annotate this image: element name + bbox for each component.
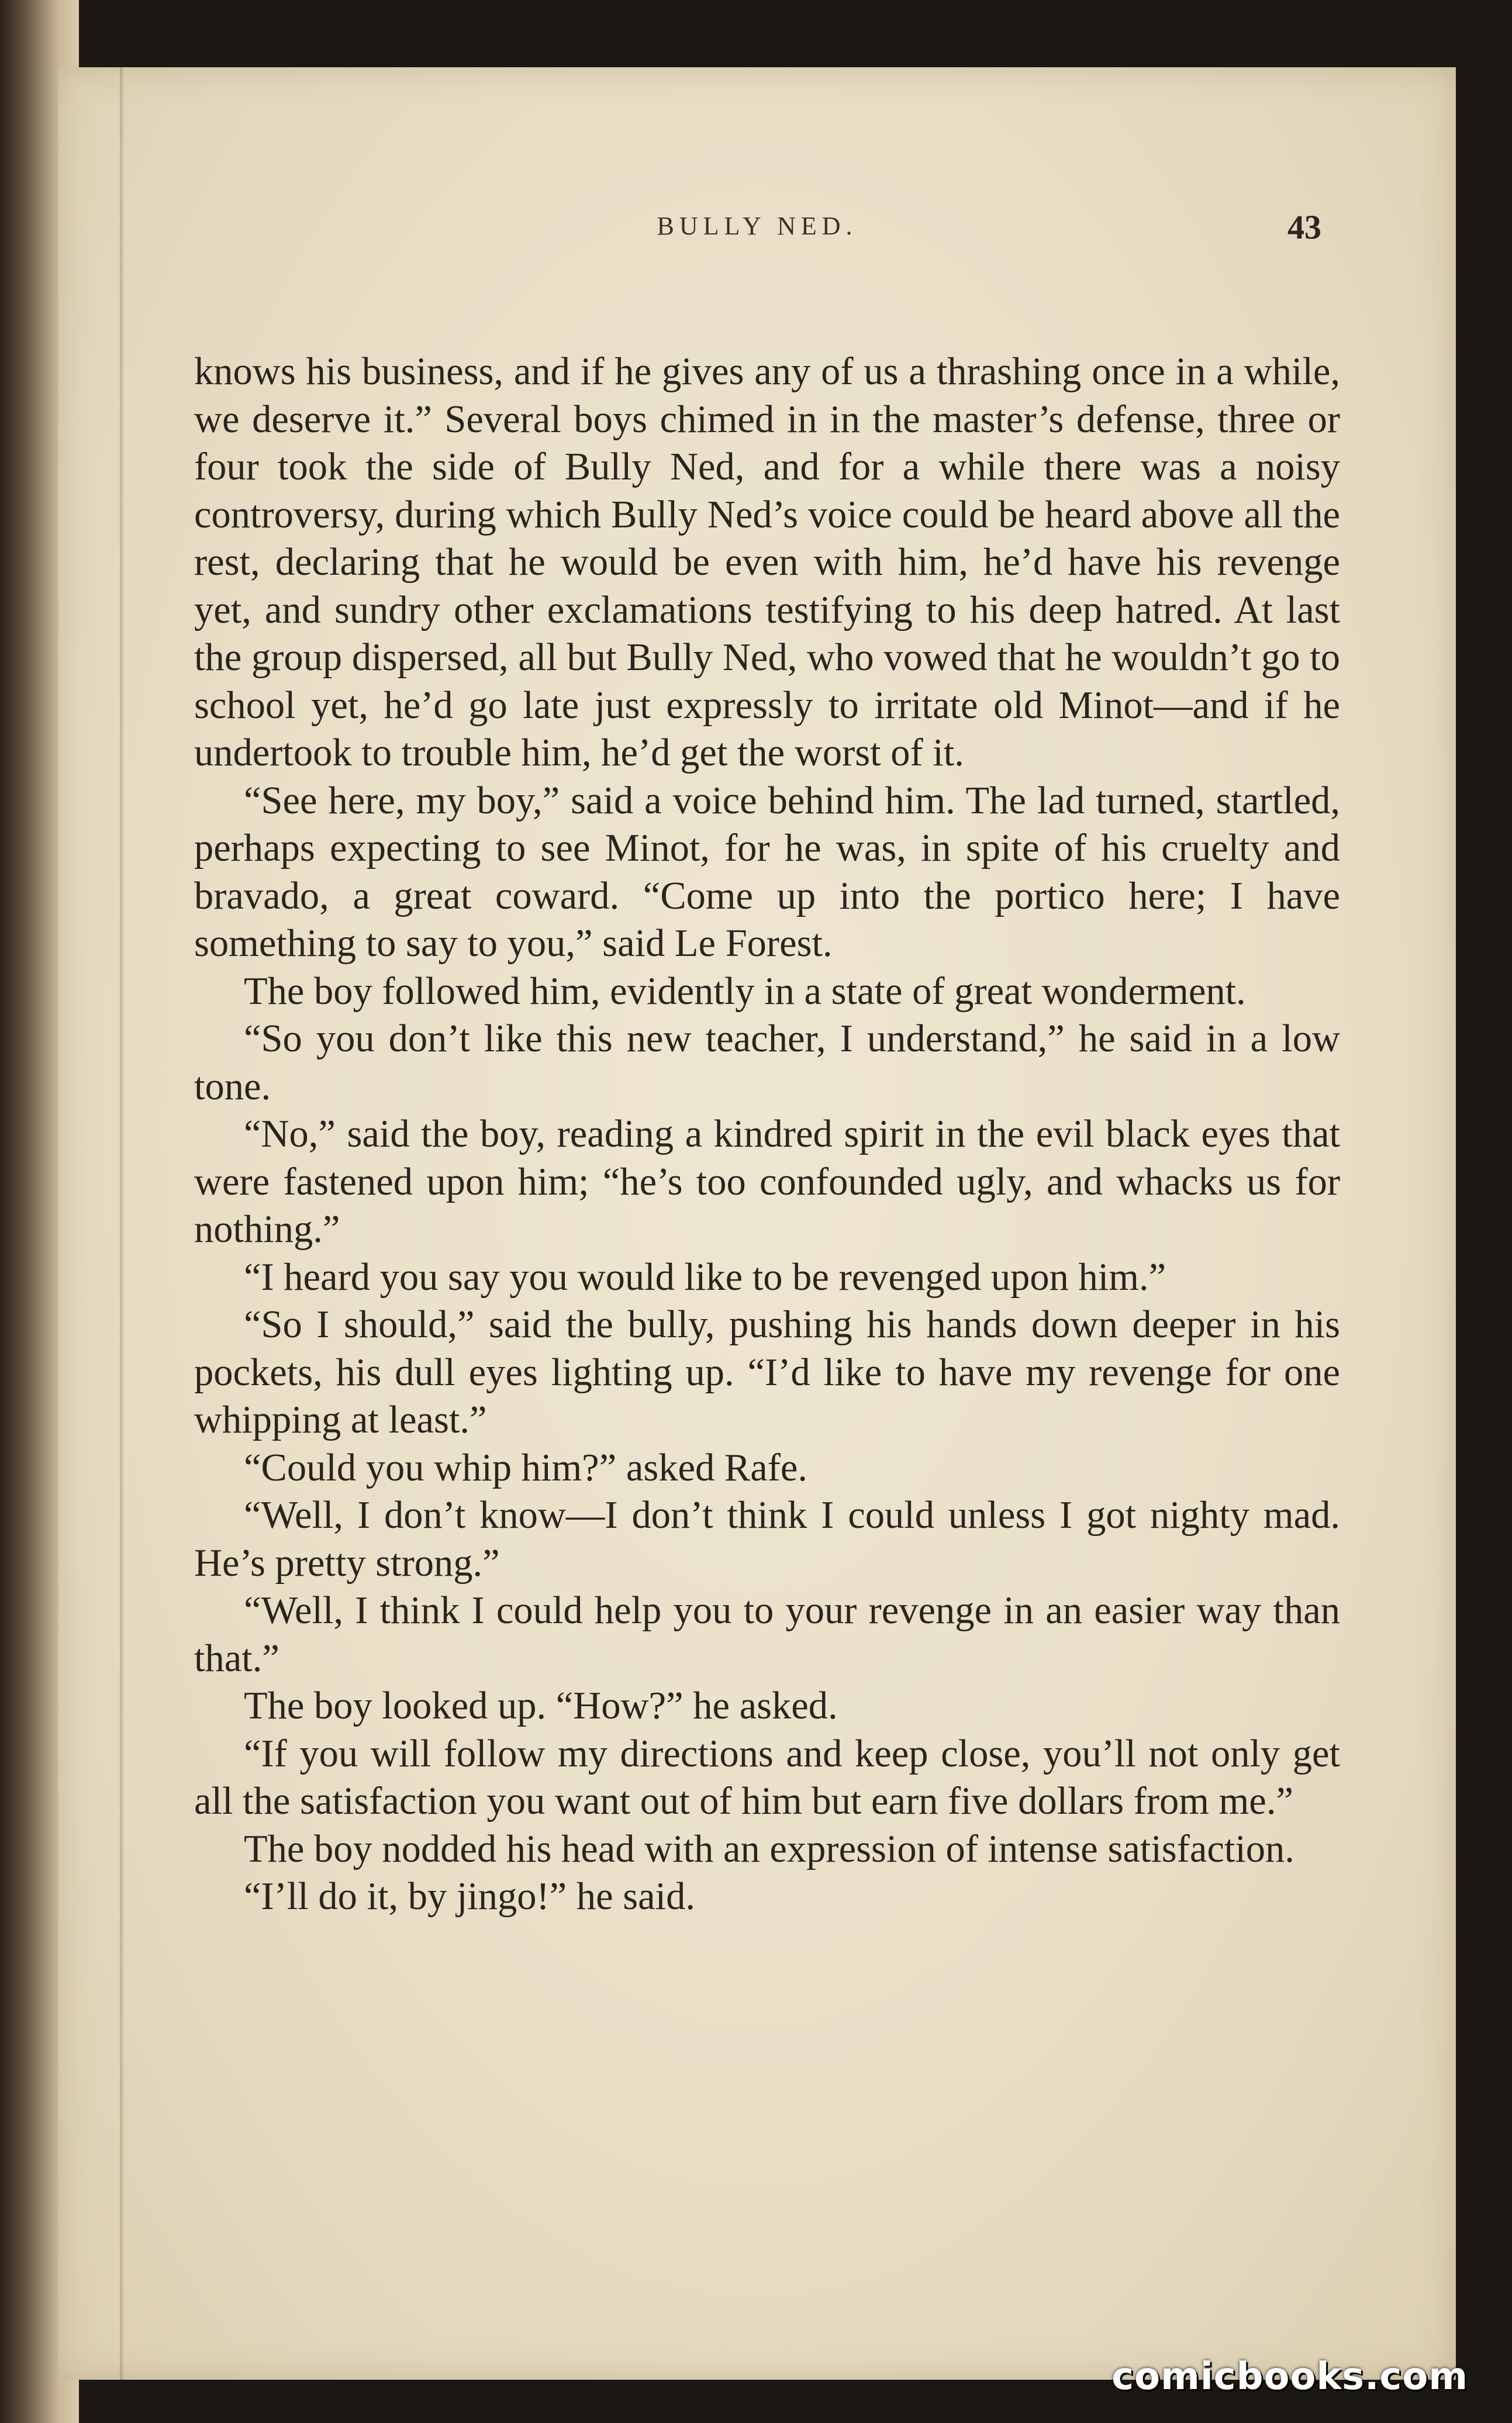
paragraph: “Could you whip him?” asked Rafe. [244, 1446, 808, 1489]
paragraph: knows his business, and if he gives any of us a thrashing once in a while, we deserve it.” Several boys chimed in in the master’s defense, three or four took the side of Bully Ned, and for a while there was a noisy controversy, during which Bully Ned’s voice could be heard above all the rest, declaring that he would be even with him, he’d have his revenge yet, and sundry other exclamations testifying to his deep hatred. At last the group dispersed, all but Bully Ned, who vowed that he wouldn’t go to school yet, he’d go late just expressly to irritate old Minot—and if he undertook to trouble him, he’d get the worst of it. [194, 350, 1340, 774]
body-text [194, 348, 1340, 1921]
book-page [58, 67, 1456, 2380]
running-head [58, 208, 1456, 254]
header-title: BULLY NED. [657, 212, 858, 240]
paragraph: The boy nodded his head with an expression of intense satisfaction. [244, 1827, 1294, 1870]
paragraph: “I heard you say you would like to be revenged upon him.” [244, 1255, 1166, 1299]
paragraph: The boy looked up. “How?” he asked. [244, 1685, 838, 1727]
watermark-logo: comicbooks.com [1111, 2355, 1468, 2398]
gutter-shadow [120, 67, 125, 2380]
paragraph: “So I should,” said the bully, pushing his hands down deeper in his pockets, his dull eyes lighting up. “I’d like to have my revenge for one whipping at least.” [194, 1303, 1340, 1441]
paragraph: “See here, my boy,” said a voice behind him. The lad turned, startled, perhaps expecting to see Minot, for he was, in spite of his cruelty and bravado, a great coward. “Come up into the portico here; I have something to say to you,” said Le Forest. [194, 779, 1340, 965]
paragraph: “Well, I think I could help you to your revenge in an easier way than that.” [194, 1589, 1340, 1680]
paragraph: “Well, I don’t know—I don’t think I could unless I got nighty mad. He’s pretty strong.” [194, 1494, 1340, 1585]
paragraph: “No,” said the boy, reading a kindred spirit in the evil black eyes that were fastened upon him; “he’s too confounded ugly, and whacks us for nothing.” [194, 1113, 1340, 1251]
paragraph: “I’ll do it, by jingo!” he said. [244, 1875, 695, 1918]
page-number: 43 [1287, 208, 1321, 246]
paragraph: The boy followed him, evidently in a state of great wonderment. [244, 969, 1246, 1013]
paragraph: “So you don’t like this new teacher, I understand,” he said in a low tone. [194, 1017, 1340, 1108]
paragraph: “If you will follow my directions and keep close, you’ll not only get all the satisfaction you want out of him but earn five dollars from me.” [194, 1732, 1340, 1823]
